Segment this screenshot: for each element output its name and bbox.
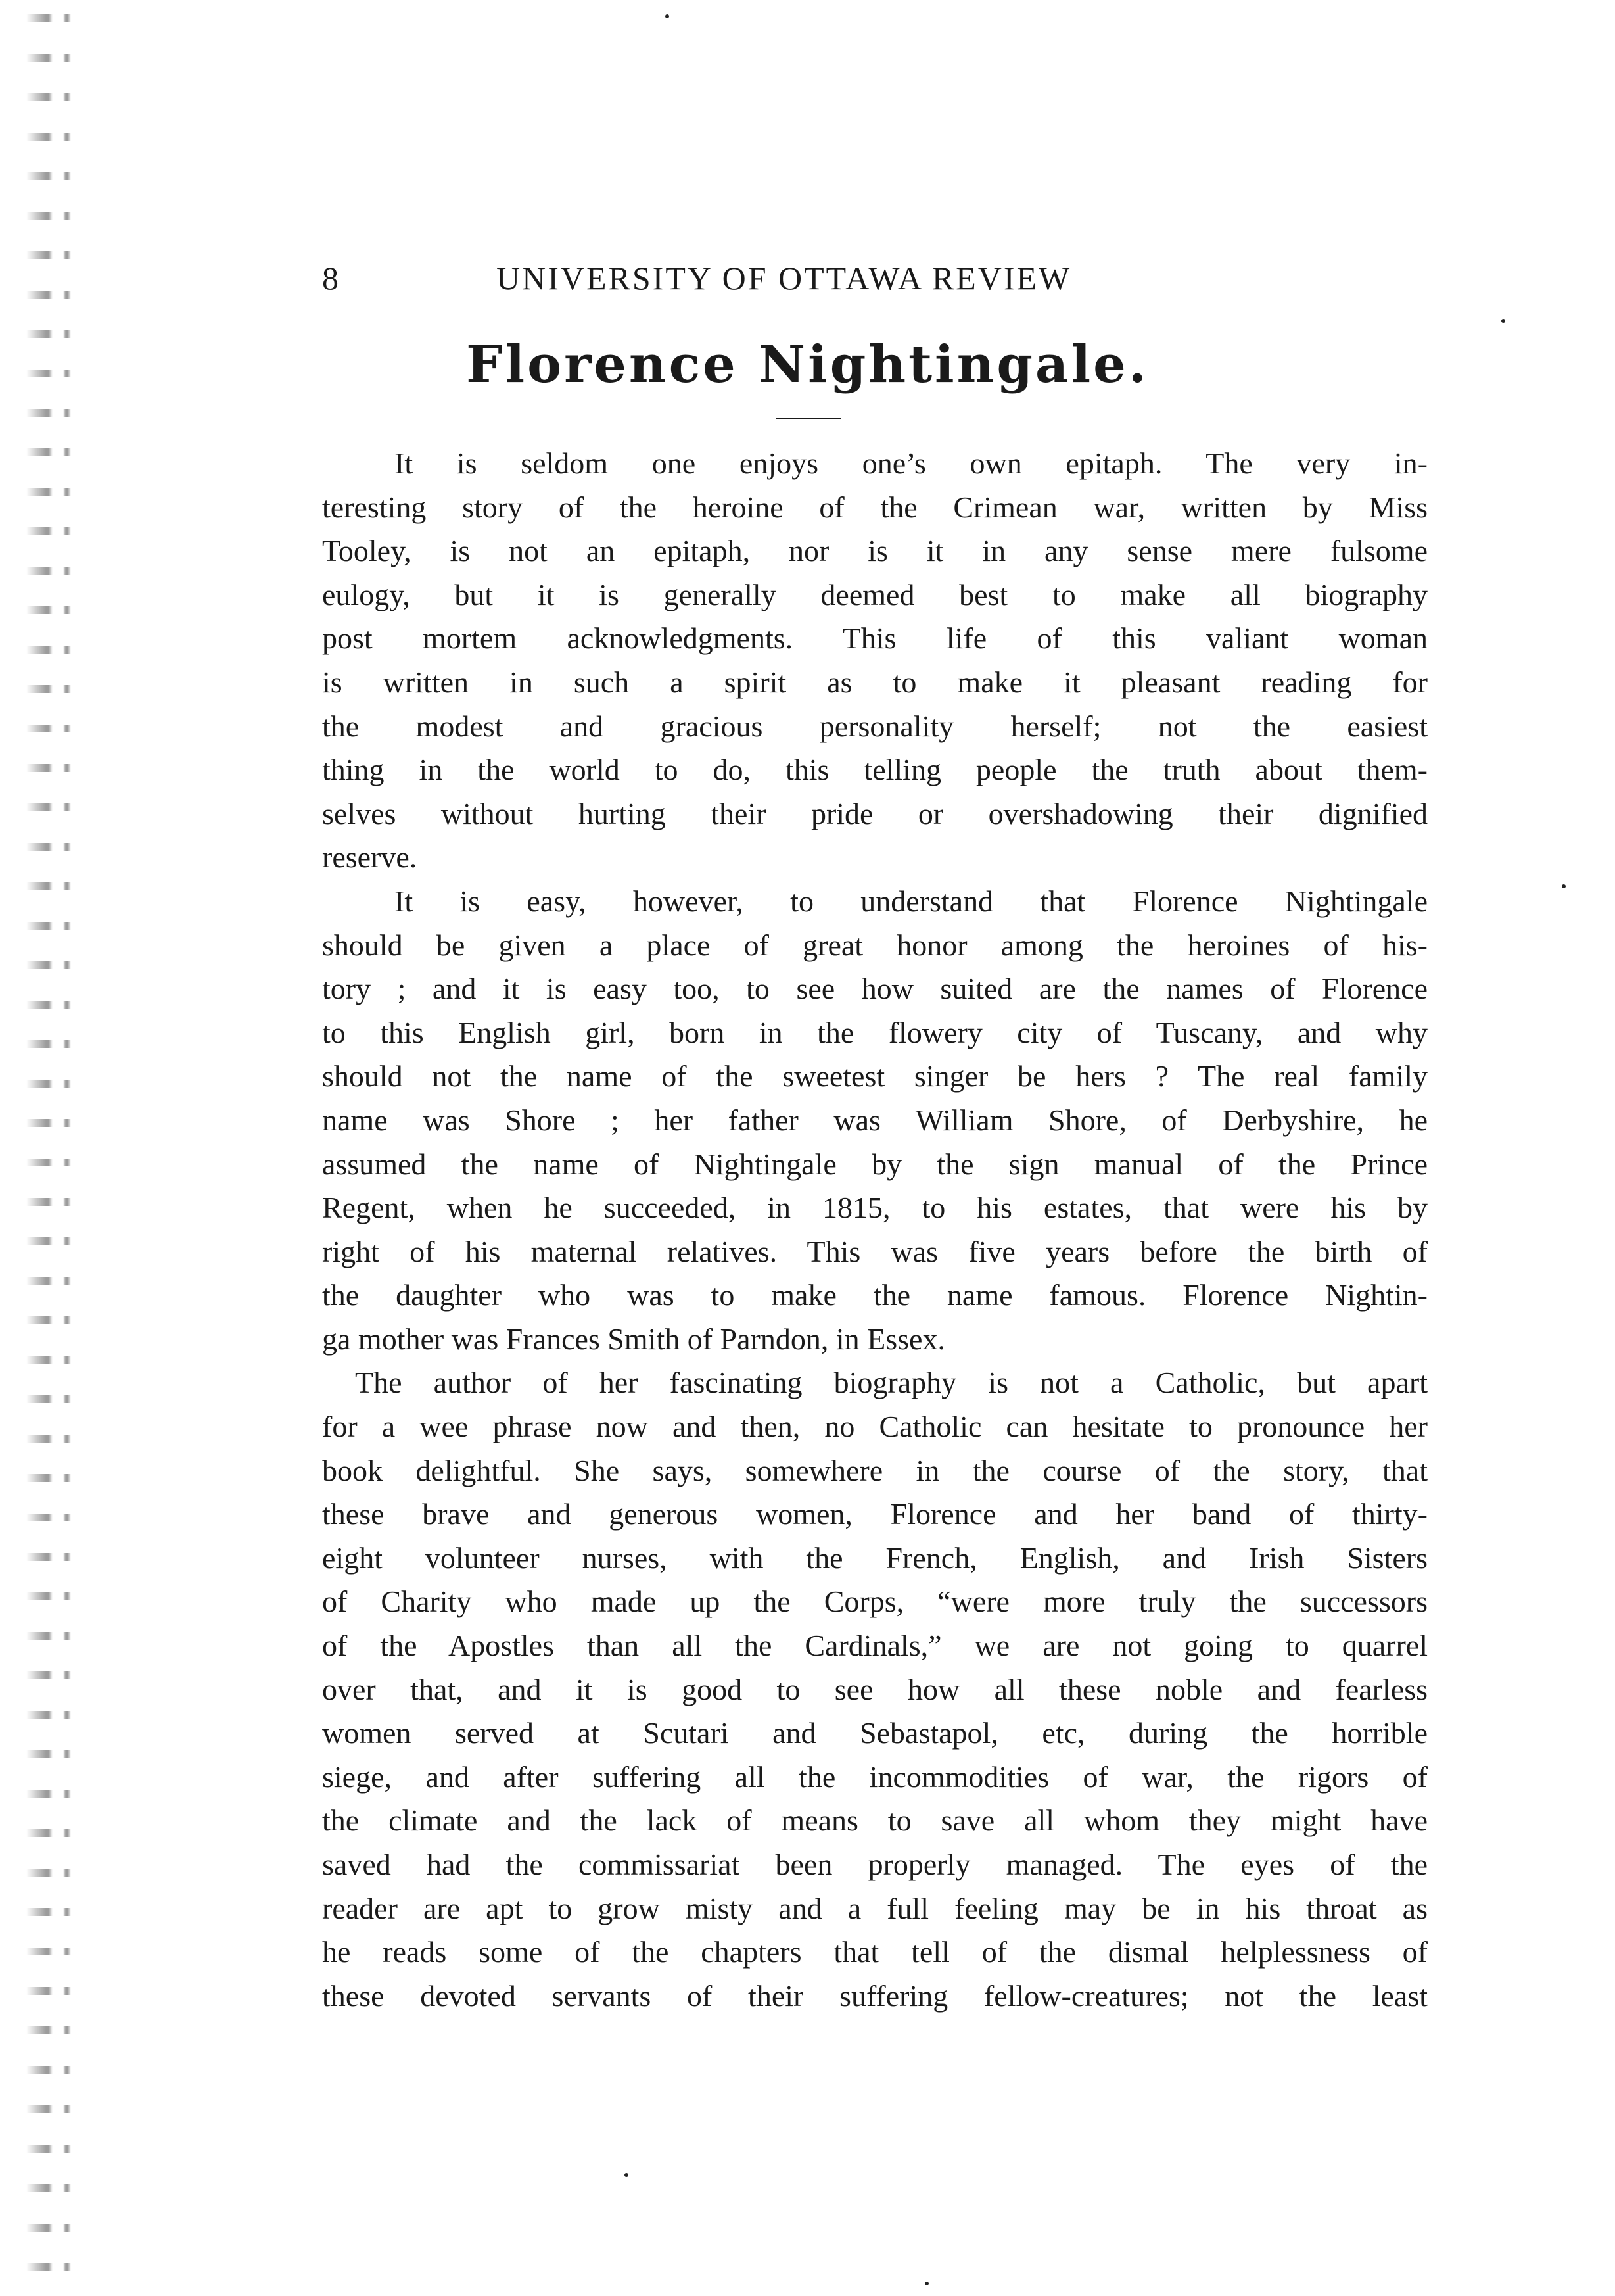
text-line: women served at Scutari and Sebastapol, etc, during the horrible	[322, 1716, 1428, 1750]
text-line: Tooley, is not an epitaph, nor is it in any sense mere fulsome	[322, 534, 1428, 568]
text-line: tory ; and it is easy too, to see how suited are the names of Florence	[322, 972, 1428, 1006]
text-line: to this English girl, born in the flowery city of Tuscany, and why	[322, 1015, 1428, 1049]
scan-speck	[1501, 319, 1505, 323]
text-line: reserve.	[322, 840, 417, 874]
text-line: It is seldom one enjoys one’s own epitaph. The very in-	[394, 446, 1428, 480]
text-line: of the Apostles than all the Cardinals,” we are not going to quarrel	[322, 1629, 1428, 1663]
text-line: siege, and after suffering all the incommodities of war, the rigors of	[322, 1759, 1428, 1794]
text-line: these brave and generous women, Florence and her band of thirty-	[322, 1497, 1428, 1531]
text-line: ga mother was Frances Smith of Parndon, in Essex.	[322, 1322, 945, 1356]
scan-speck	[624, 2173, 628, 2177]
text-line: assumed the name of Nightingale by the sign manual of the Prince	[322, 1147, 1428, 1181]
journal-title: UNIVERSITY OF OTTAWA REVIEW	[496, 260, 1072, 297]
text-line: post mortem acknowledgments. This life of this valiant woman	[322, 621, 1428, 656]
text-line: book delightful. She says, somewhere in the course of the story, that	[322, 1453, 1428, 1487]
text-line: thing in the world to do, this telling people the truth about them-	[322, 753, 1428, 787]
text-line: he reads some of the chapters that tell of the dismal helplessness of	[322, 1935, 1428, 1969]
text-line: the daughter who was to make the name famous. Florence Nightin-	[322, 1278, 1428, 1312]
text-line: the climate and the lack of means to save all whom they might have	[322, 1804, 1428, 1838]
text-line: The author of her fascinating biography is not a Catholic, but apart	[355, 1366, 1428, 1400]
text-line: reader are apt to grow misty and a full feeling may be in his throat as	[322, 1891, 1428, 1925]
text-line: name was Shore ; her father was William Shore, of Derbyshire, he	[322, 1103, 1428, 1137]
title-rule	[776, 418, 841, 419]
text-line: eight volunteer nurses, with the French, English, and Irish Sisters	[322, 1541, 1428, 1575]
article-body	[322, 442, 1428, 2018]
text-line: right of his maternal relatives. This was five years before the birth of	[322, 1234, 1428, 1268]
page-number: 8	[322, 260, 340, 297]
text-line: selves without hurting their pride or overshadowing their dignified	[322, 796, 1428, 830]
text-line: teresting story of the heroine of the Crimean war, written by Miss	[322, 490, 1428, 524]
text-line: should not the name of the sweetest singer be hers ? The real family	[322, 1059, 1428, 1093]
text-line: over that, and it is good to see how all these noble and fearless	[322, 1672, 1428, 1706]
text-line: is written in such a spirit as to make it pleasant reading for	[322, 665, 1428, 699]
running-head	[322, 255, 1439, 301]
scan-speck	[665, 14, 669, 18]
text-line: should be given a place of great honor among the heroines of his-	[322, 928, 1428, 962]
text-line: Regent, when he succeeded, in 1815, to his estates, that were his by	[322, 1191, 1428, 1225]
text-line: of Charity who made up the Corps, “were more truly the successors	[322, 1585, 1428, 1619]
text-line: for a wee phrase now and then, no Catholic can hesitate to pronounce her	[322, 1410, 1428, 1444]
text-line: It is easy, however, to understand that Florence Nightingale	[394, 884, 1428, 918]
text-line: these devoted servants of their suffering fellow-creatures; not the least	[322, 1978, 1428, 2013]
article-title: Florence Nightingale.	[466, 335, 1149, 395]
text-line: the modest and gracious personality herself; not the easiest	[322, 709, 1428, 743]
scan-speck	[1562, 884, 1566, 888]
text-line: eulogy, but it is generally deemed best to make all biography	[322, 577, 1428, 611]
scan-speck	[925, 2282, 929, 2285]
text-line: saved had the commissariat been properly managed. The eyes of the	[322, 1848, 1428, 1881]
